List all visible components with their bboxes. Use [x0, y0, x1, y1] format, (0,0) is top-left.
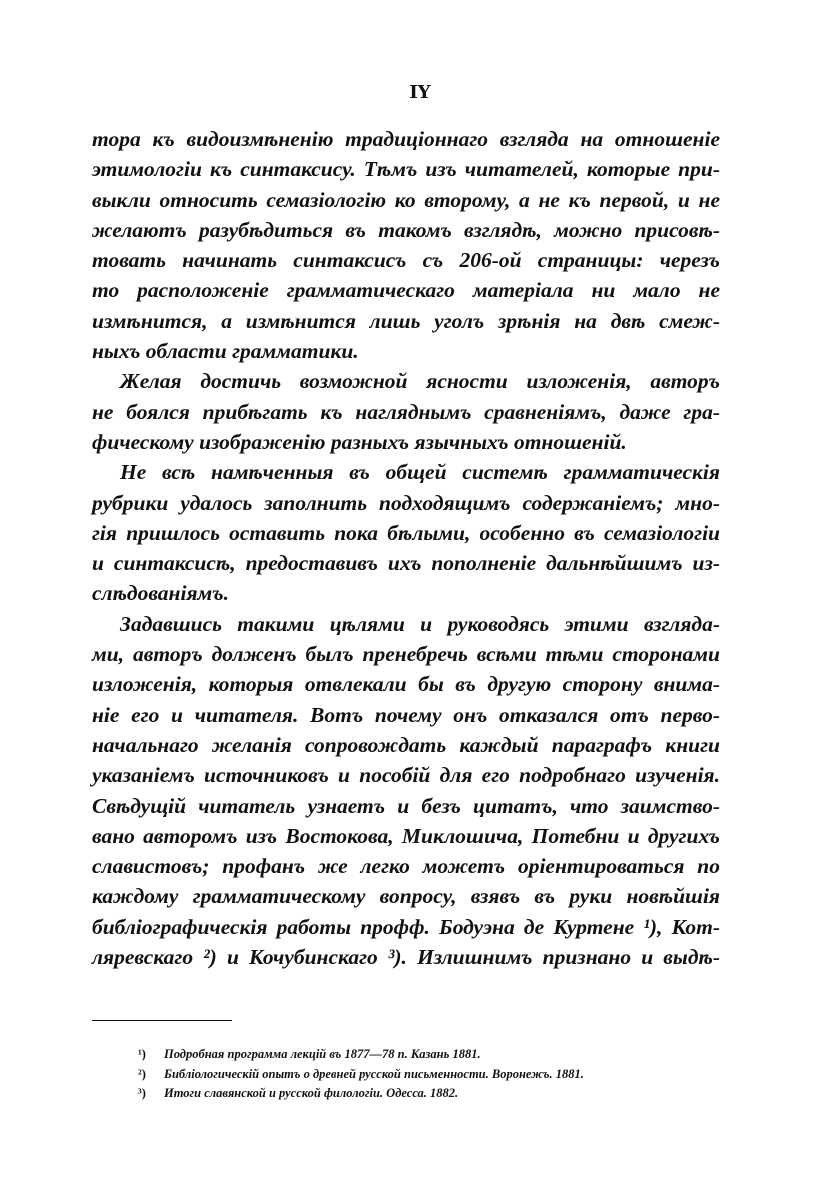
text-line: Желая достичь возможной ясности изложенія, авторъ	[120, 369, 720, 394]
text-line: слѣдованіямъ.	[92, 581, 229, 606]
body-text	[92, 124, 720, 972]
page-number: IY	[409, 82, 431, 103]
text-line: каждому грамматическому вопросу, взявъ въ руки новѣйшія	[92, 884, 720, 909]
text-line: рубрики удалось заполнить подходящимъ содержаніемъ; мно-	[92, 490, 720, 515]
text-line: и синтаксисѣ, предоставивъ ихъ пополненіе дальнѣйшимъ из-	[92, 551, 720, 576]
footnote-divider	[92, 1020, 232, 1021]
footnote-text: Подробная программа лекцій въ 1877—78 п. Казань 1881.	[164, 1047, 481, 1061]
text-line: Задавшись такими цѣлями и руководясь этими взгляда-	[120, 611, 720, 636]
footnote-number: ¹)	[138, 1047, 146, 1061]
text-line: начальнаго желанія сопровождать каждый параграфъ книги	[92, 732, 720, 757]
footnote	[138, 1065, 758, 1085]
text-line: вано авторомъ изъ Востокова, Миклошича, Потебни и другихъ	[92, 823, 720, 848]
paragraph	[92, 366, 720, 457]
text-line: Не всѣ намѣченныя въ общей системѣ грамматическія	[120, 460, 720, 485]
text-line: этимологіи къ синтаксису. Тѣмъ изъ читателей, которые при-	[92, 157, 720, 182]
text-line: ныхъ области грамматики.	[92, 339, 359, 364]
footnote-text: Итоги славянской и русской филологіи. Одесса. 1882.	[164, 1086, 459, 1100]
text-line: товать начинать синтаксисъ съ 206-ой страницы: черезъ	[92, 248, 720, 273]
text-line: библіографическія работы профф. Бодуэна де Куртене ¹), Кот-	[92, 914, 720, 939]
footnote-number: ³)	[138, 1086, 146, 1100]
text-line: ніе его и читателя. Вотъ почему онъ отказался отъ перво-	[92, 702, 720, 727]
footnote	[138, 1084, 758, 1104]
text-line: ми, авторъ долженъ былъ пренебречь всѣми тѣми сторонами	[92, 642, 720, 667]
text-line: изложенія, которыя отвлекали бы въ другую сторону внима-	[92, 672, 720, 697]
paragraph	[92, 609, 720, 973]
text-line: желаютъ разубѣдиться въ такомъ взглядѣ, можно присовѣ-	[92, 217, 720, 242]
text-line: указаніемъ источниковъ и пособій для его подробнаго изученія.	[92, 763, 720, 788]
text-line: фическому изображенію разныхъ язычныхъ отношеній.	[92, 429, 627, 454]
text-line: ляревскаго ²) и Кочубинскаго ³). Излишнимъ признано и выдѣ-	[92, 945, 720, 970]
text-line: славистовъ; профанъ же легко можетъ оріентироваться по	[92, 854, 720, 879]
text-line: измѣнится, а измѣнится лишь уголъ зрѣнія на двѣ смеж-	[92, 308, 720, 333]
paragraph	[92, 457, 720, 608]
text-line: гія пришлось оставить пока бѣлыми, особенно въ семазіологіи	[92, 520, 720, 545]
footnotes	[138, 1045, 758, 1104]
text-line: выкли относить семазіологію ко второму, а не къ первой, и не	[92, 187, 720, 212]
footnote	[138, 1045, 758, 1065]
footnote-number: ²)	[138, 1066, 146, 1081]
text-line: не боялся прибѣгать къ нагляднымъ сравненіямъ, даже гра-	[92, 399, 720, 424]
text-line: то расположеніе грамматическаго матеріала ни мало не	[92, 278, 720, 303]
footnote-text: Библіологическій опытъ о древней русской письменности. Воронежъ. 1881.	[164, 1066, 584, 1081]
text-line: тора къ видоизмѣненію традиціоннаго взгляда на отношеніе	[92, 127, 720, 151]
text-line: Свѣдущій читатель узнаетъ и безъ цитатъ, что заимство-	[92, 793, 720, 818]
paragraph	[92, 124, 720, 366]
